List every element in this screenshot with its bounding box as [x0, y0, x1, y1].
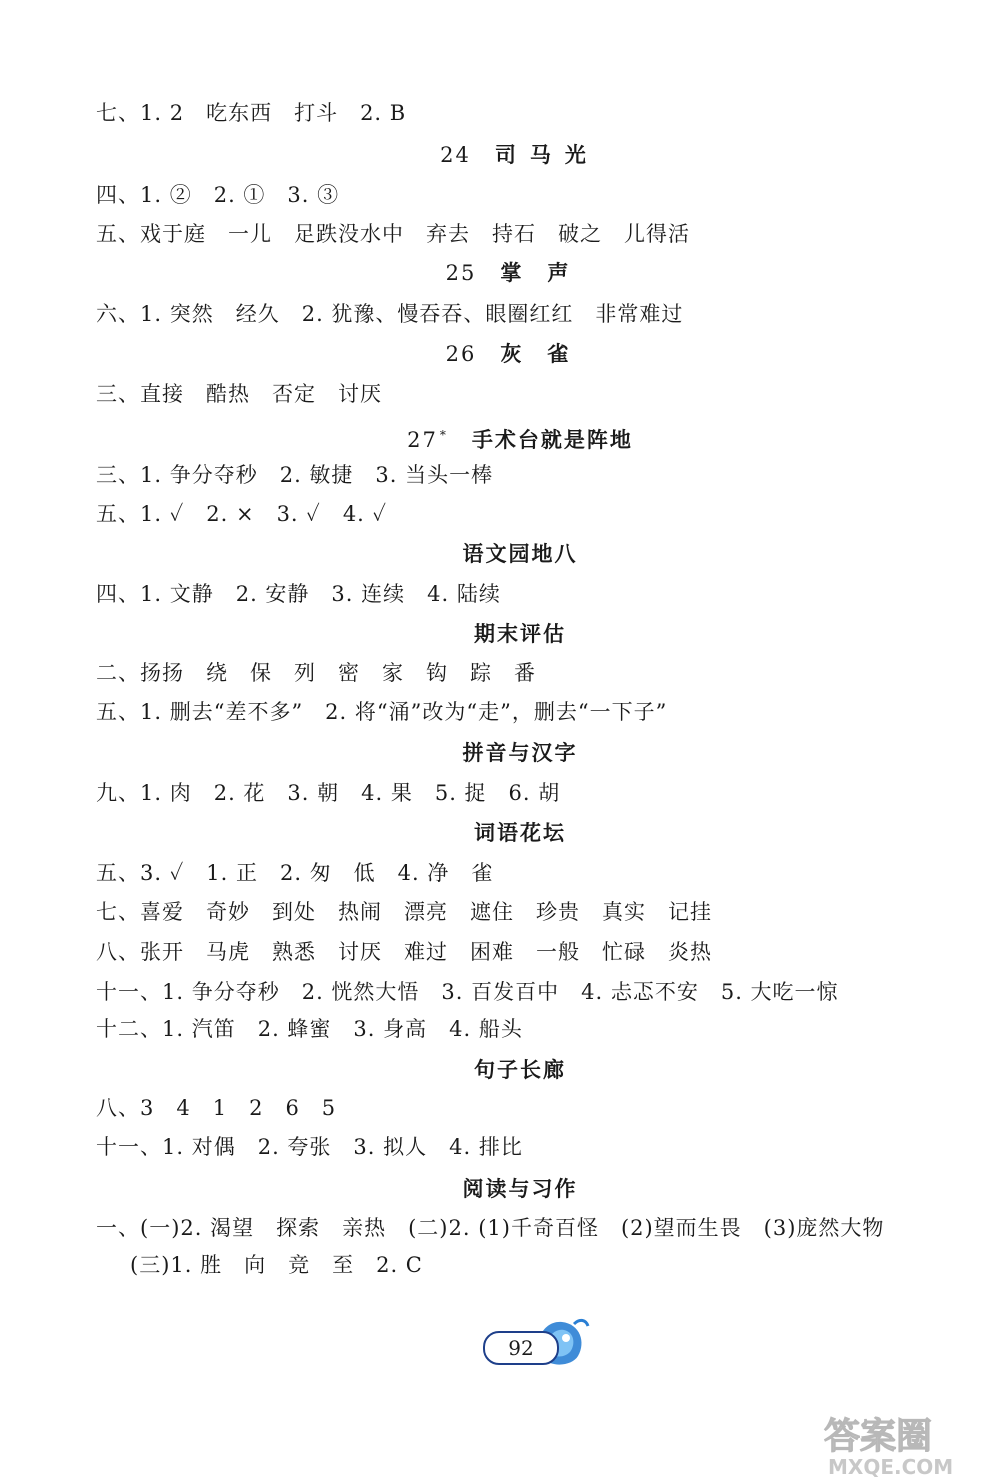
answer-line: 五、1. ✓ 2. × 3. ✓ 4. ✓	[96, 502, 388, 526]
answer-line: 三、1. 争分夺秒 2. 敏捷 3. 当头一棒	[96, 463, 494, 487]
page-number: 92	[483, 1331, 559, 1365]
answer-line: 十一、1. 争分夺秒 2. 恍然大悟 3. 百发百中 4. 忐忑不安 5. 大吃一惊	[96, 980, 839, 1004]
section-heading-yuwen: 语文园地八	[462, 542, 578, 566]
answer-line: 二、扬扬 绕 保 列 密 家 钩 踪 番	[96, 661, 536, 685]
answer-line: 九、1. 肉 2. 花 3. 朝 4. 果 5. 捉 6. 胡	[96, 781, 561, 805]
section-heading-yuedu: 阅读与习作	[462, 1177, 578, 1201]
lesson-number: 26	[445, 342, 477, 366]
answer-line: 八、张开 马虎 熟悉 讨厌 难过 困难 一般 忙碌 炎热	[96, 940, 712, 964]
lesson-title: 掌声	[500, 261, 595, 285]
lesson-title: 司马光	[494, 143, 600, 167]
lesson-number: 27 *	[407, 428, 448, 452]
answer-line-indented: (三)1. 胜 向 竞 至 2. C	[130, 1253, 423, 1277]
answer-line: 七、1. 2 吃东西 打斗 2. B	[96, 101, 407, 125]
answer-line: 十一、1. 对偶 2. 夸张 3. 拟人 4. 排比	[96, 1135, 523, 1159]
answer-line: 五、戏于庭 一儿 足跌没水中 弃去 持石 破之 儿得活	[96, 222, 690, 246]
answer-line: 四、1. ② 2. ① 3. ③	[96, 183, 340, 207]
lesson-number: 25	[445, 261, 477, 285]
watermark-logo	[818, 1410, 994, 1480]
lesson-heading-27	[0, 421, 1000, 454]
answer-line: 四、1. 文静 2. 安静 3. 连续 4. 陆续	[96, 582, 501, 606]
lesson-heading-26	[0, 340, 1000, 368]
svg-text:答案圈: 答案圈	[824, 1416, 933, 1457]
lesson-title: 手术台就是阵地	[471, 428, 633, 452]
answer-line: 五、3. ✓ 1. 正 2. 匆 低 4. 净 雀	[96, 861, 494, 885]
optional-lesson-mark: *	[439, 428, 448, 442]
section-heading-juzi: 句子长廊	[474, 1058, 566, 1082]
answer-line: 三、直接 酷热 否定 讨厌	[96, 382, 382, 406]
answer-line: 七、喜爱 奇妙 到处 热闹 漂亮 遮住 珍贵 真实 记挂	[96, 900, 712, 924]
lesson-heading-24	[0, 141, 1000, 169]
lesson-number: 24	[440, 143, 471, 167]
lesson-heading-25	[0, 259, 1000, 287]
answer-line: 一、(一)2. 渴望 探索 亲热 (二)2. (1)千奇百怪 (2)望而生畏 (3)庞然大物	[96, 1216, 885, 1240]
section-heading-pinyin: 拼音与汉字	[462, 741, 578, 765]
answer-line: 六、1. 突然 经久 2. 犹豫、慢吞吞、眼圈红红 非常难过	[96, 302, 684, 326]
answer-line: 五、1. 删去“差不多” 2. 将“涌”改为“走”，删去“一下子”	[96, 700, 668, 724]
svg-text:MXQE.COM: MXQE.COM	[828, 1455, 954, 1479]
section-heading-qimo: 期末评估	[474, 622, 566, 646]
section-heading-ciyu: 词语花坛	[474, 821, 566, 845]
answer-line: 八、3 4 1 2 6 5	[96, 1096, 337, 1120]
lesson-title: 灰雀	[500, 342, 595, 366]
answer-line: 十二、1. 汽笛 2. 蜂蜜 3. 身高 4. 船头	[96, 1017, 523, 1041]
